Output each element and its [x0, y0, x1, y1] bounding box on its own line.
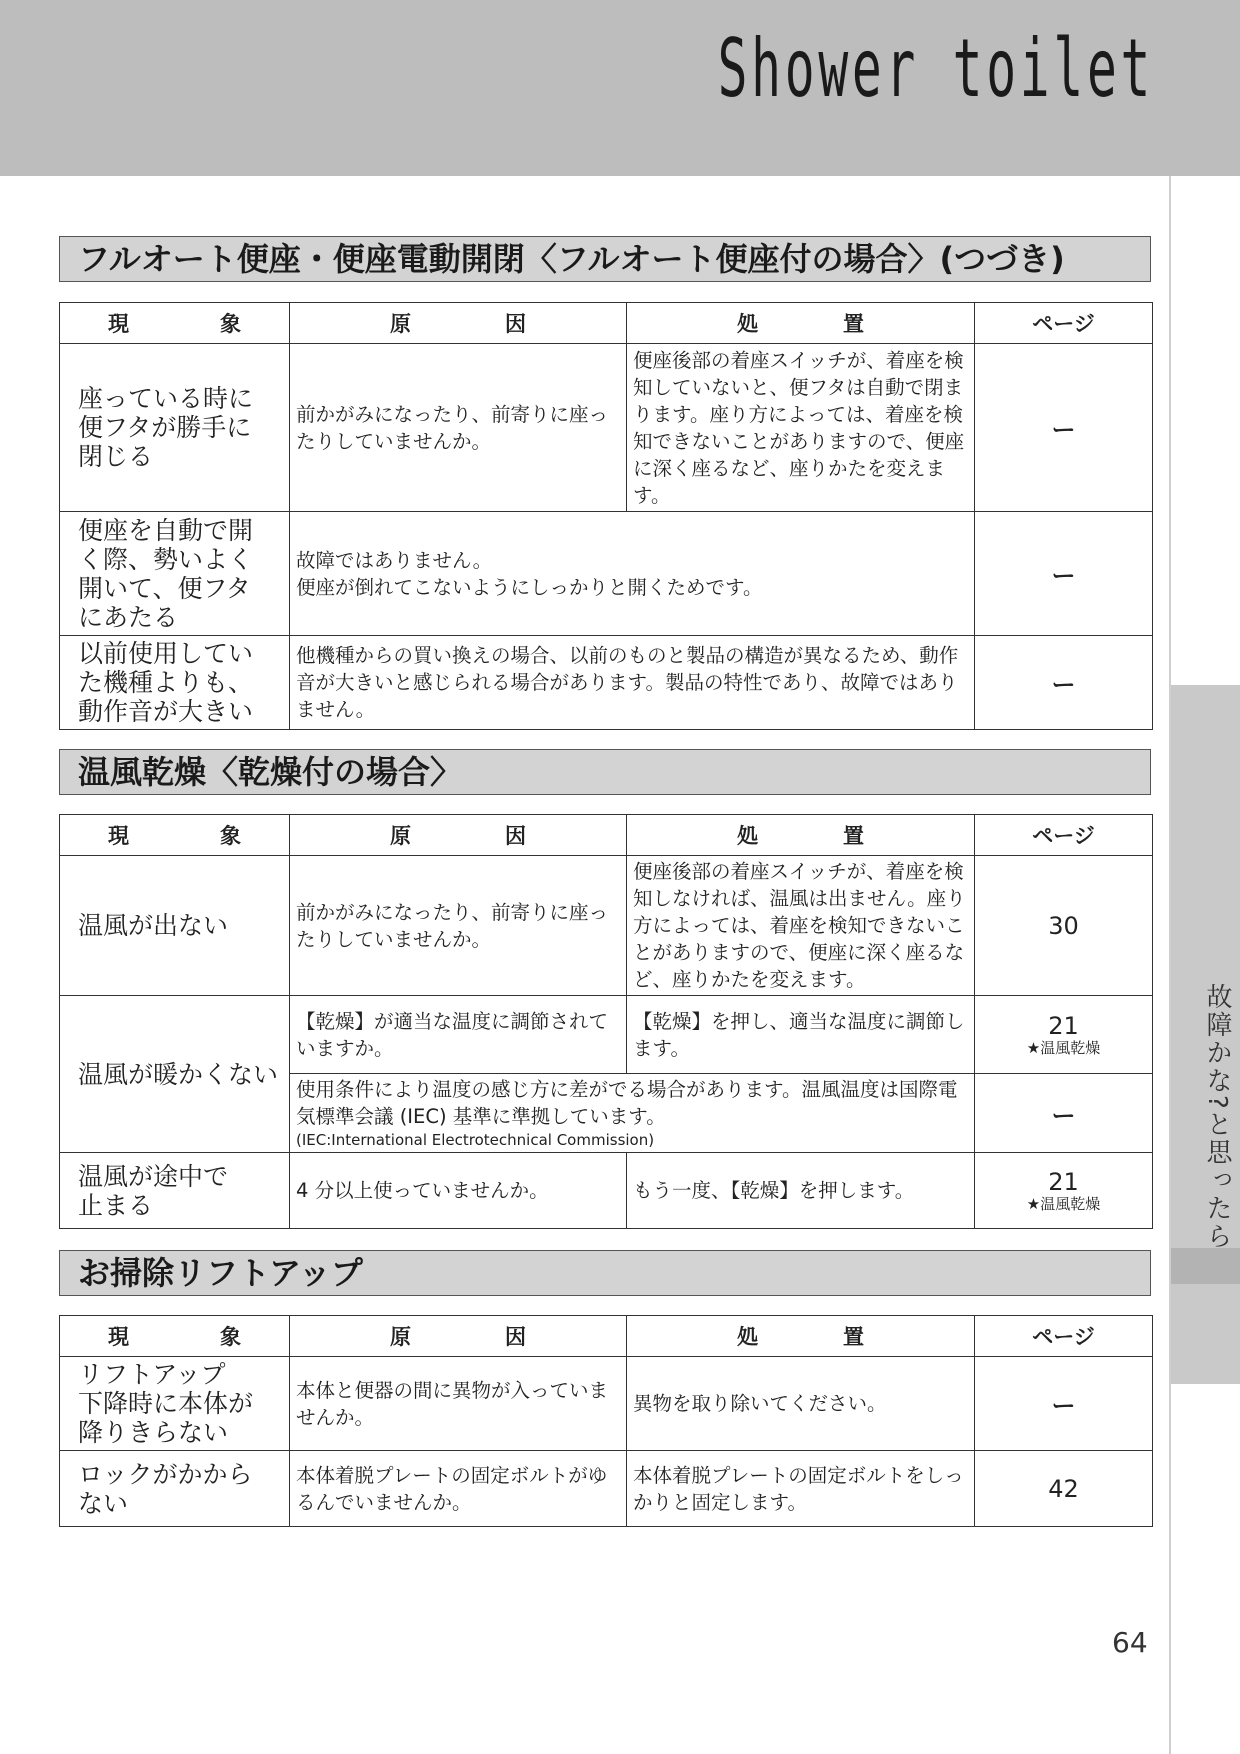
symptom-cell: リフトアップ 下降時に本体が 降りきらない: [60, 1357, 290, 1451]
remedy-cell: 便座後部の着座スイッチが、着座を検知していないと、便フタは自動で閉まります。座り方によっては、着座を検知できないことがありますので、便座に深く座るなど、座りかたを変えます。: [627, 344, 975, 512]
header-page: ページ: [975, 303, 1153, 344]
symptom-cell: 温風が暖かくない: [60, 996, 290, 1153]
table-row: [60, 1153, 1153, 1229]
remedy-cell: 【乾燥】を押し、適当な温度に調節します。: [627, 996, 975, 1074]
remedy-cell: 便座後部の着座スイッチが、着座を検知しなければ、温風は出ません。座り方によっては、着座を検知できないことがありますので、便座に深く座るなど、座りかたを変えます。: [627, 856, 975, 996]
table-header-row: [60, 815, 1153, 856]
table-row: [60, 512, 1153, 636]
cause-cell: 前かがみになったり、前寄りに座ったりしていませんか。: [290, 344, 627, 512]
symptom-cell: 温風が途中で 止まる: [60, 1153, 290, 1229]
symptom-cell: 温風が出ない: [60, 856, 290, 996]
table-warm-air-dry: [59, 814, 1153, 1229]
page-cell: 42: [975, 1451, 1153, 1527]
header-cause: 原 因: [290, 815, 627, 856]
table-row: [60, 1357, 1153, 1451]
table-lift-up: [59, 1315, 1153, 1527]
page-cell: ー: [975, 636, 1153, 730]
header-symptom: 現 象: [60, 1316, 290, 1357]
remedy-cell: 異物を取り除いてください。: [627, 1357, 975, 1451]
table-row: [60, 856, 1153, 996]
page-cell: 21 ★温風乾燥: [975, 1153, 1153, 1229]
symptom-cell: ロックがかから ない: [60, 1451, 290, 1527]
header-cause: 原 因: [290, 1316, 627, 1357]
merged-cause-remedy-cell: 使用条件により温度の感じ方に差がでる場合があります。温風温度は国際電気標準会議 (IEC) 基準に準拠しています。 (IEC:International Electrotechnical Commission): [290, 1074, 975, 1153]
page-cell: ー: [975, 344, 1153, 512]
cause-cell: 本体着脱プレートの固定ボルトがゆるんでいませんか。: [290, 1451, 627, 1527]
table-row: [60, 1451, 1153, 1527]
page-cell: ー: [975, 1357, 1153, 1451]
table-row: [60, 344, 1153, 512]
merged-cause-remedy-cell: 故障ではありません。 便座が倒れてこないようにしっかりと開くためです。: [290, 512, 975, 636]
remedy-cell: もう一度、【乾燥】を押します。: [627, 1153, 975, 1229]
cause-cell: 4 分以上使っていませんか。: [290, 1153, 627, 1229]
section-title-lift-up: お掃除リフトアップ: [59, 1250, 1151, 1296]
header-page: ページ: [975, 1316, 1153, 1357]
symptom-cell: 便座を自動で開 く際、勢いよく 開いて、便フタ にあたる: [60, 512, 290, 636]
side-index-tab-band: [1171, 1248, 1240, 1284]
header-remedy: 処 置: [627, 303, 975, 344]
header-cause: 原 因: [290, 303, 627, 344]
header-symptom: 現 象: [60, 303, 290, 344]
page-cell: 21 ★温風乾燥: [975, 996, 1153, 1074]
table-row: [60, 996, 1153, 1074]
page-cell: ー: [975, 1074, 1153, 1153]
table-row: [60, 636, 1153, 730]
merged-cause-remedy-cell: 他機種からの買い換えの場合、以前のものと製品の構造が異なるため、動作音が大きいと感じられる場合があります。製品の特性であり、故障ではありません。: [290, 636, 975, 730]
page-number: 64: [1112, 1626, 1148, 1659]
table-header-row: [60, 1316, 1153, 1357]
header-symptom: 現 象: [60, 815, 290, 856]
page-cell: ー: [975, 512, 1153, 636]
table-header-row: [60, 303, 1153, 344]
header-remedy: 処 置: [627, 815, 975, 856]
section-title-full-auto-seat: フルオート便座・便座電動開閉〈フルオート便座付の場合〉(つづき): [59, 236, 1151, 282]
cause-cell: 本体と便器の間に異物が入っていませんか。: [290, 1357, 627, 1451]
section-title-warm-air-dry: 温風乾燥〈乾燥付の場合〉: [59, 749, 1151, 795]
table-full-auto-seat: [59, 302, 1153, 730]
page-cell: 30: [975, 856, 1153, 996]
cause-cell: 【乾燥】が適当な温度に調節されていますか。: [290, 996, 627, 1074]
brand-logo: Shower toilet: [717, 22, 1154, 115]
cause-cell: 前かがみになったり、前寄りに座ったりしていませんか。: [290, 856, 627, 996]
symptom-cell: 座っている時に 便フタが勝手に 閉じる: [60, 344, 290, 512]
symptom-cell: 以前使用してい た機種よりも、 動作音が大きい: [60, 636, 290, 730]
side-index-label: 故障かな?と思ったら: [1202, 983, 1232, 1251]
header-page: ページ: [975, 815, 1153, 856]
remedy-cell: 本体着脱プレートの固定ボルトをしっかりと固定します。: [627, 1451, 975, 1527]
header-remedy: 処 置: [627, 1316, 975, 1357]
